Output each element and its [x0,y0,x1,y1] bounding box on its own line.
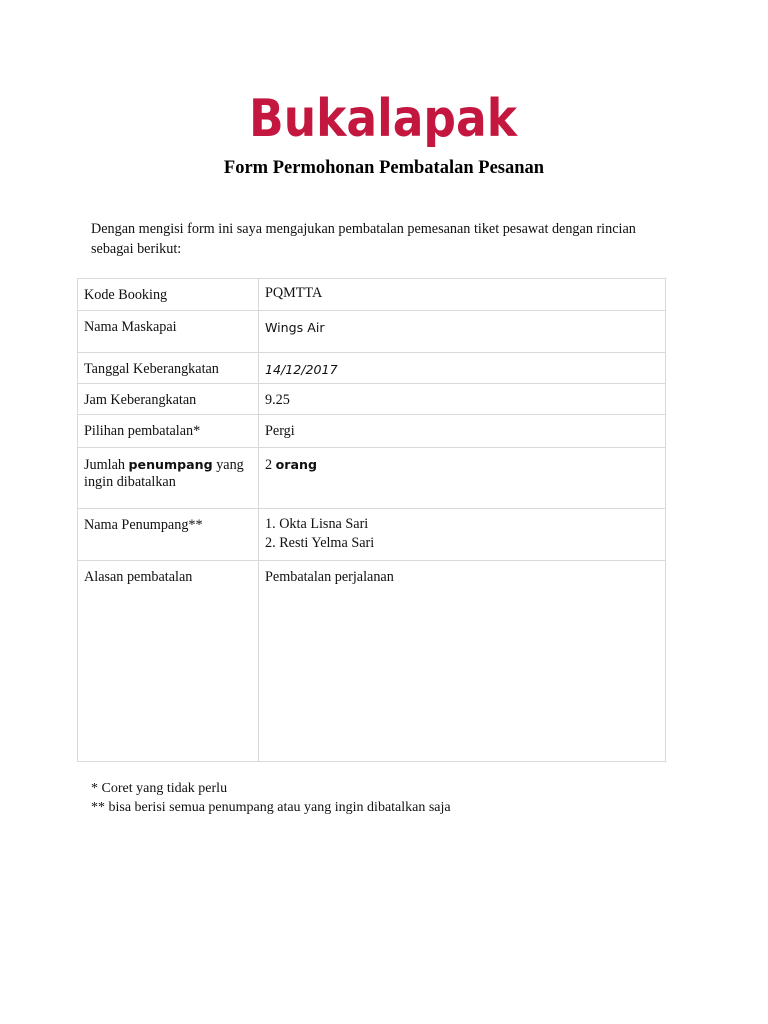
label-jumlah-suffix: yang ingin dibatalkan [84,457,244,490]
table-row [78,415,666,448]
table-row [78,353,666,384]
bukalapak-logo [249,88,519,149]
label-tanggal-keberangkatan: Tanggal Keberangkatan [78,353,259,384]
passenger-1: 1. Okta Lisna Sari [265,516,369,532]
label-nama-penumpang: Nama Penumpang** [78,509,259,561]
footnote-2: ** bisa berisi semua penumpang atau yang ingin dibatalkan saja [91,800,451,815]
footnote-1: * Coret yang tidak perlu [91,781,228,796]
table-row [78,279,666,311]
value-nama-penumpang [259,509,666,561]
value-jumlah-penumpang [259,448,666,509]
label-alasan-pembatalan: Alasan pembatalan [78,561,259,762]
value-nama-maskapai [259,311,666,353]
intro-paragraph: Dengan mengisi form ini saya mengajukan pembatalan pemesanan tiket pesawat dengan rincian sebagai berikut: [91,221,636,257]
page-title: Form Permohonan Pembatalan Pesanan [223,158,545,178]
label-nama-maskapai: Nama Maskapai [78,311,259,353]
label-jumlah-prefix: Jumlah [84,457,129,473]
table-row [78,561,666,762]
value-kode-booking: PQMTTA [259,279,666,311]
value-jumlah-number: 2 [265,457,273,473]
table-row [78,311,666,353]
table-row [78,509,666,561]
value-pilihan-pembatalan: Pergi [259,415,666,448]
value-jumlah-unit: orang [275,457,317,472]
footnotes [91,779,451,817]
value-tanggal-keberangkatan [259,353,666,384]
table-row [78,448,666,509]
svg-text:Bukalapak: Bukalapak [249,89,519,149]
label-jumlah-bold: penumpang [128,457,213,472]
value-nama-maskapai-text: Wings Air [265,320,325,335]
table-row [78,384,666,415]
label-pilihan-pembatalan: Pilihan pembatalan* [78,415,259,448]
value-tanggal-text: 14/12/2017 [265,362,338,377]
value-alasan-pembatalan: Pembatalan perjalanan [259,561,666,762]
passenger-2: 2. Resti Yelma Sari [265,535,375,551]
value-jam-keberangkatan: 9.25 [259,384,666,415]
label-jumlah-penumpang [78,448,259,509]
label-jam-keberangkatan: Jam Keberangkatan [78,384,259,415]
label-kode-booking: Kode Booking [78,279,259,311]
cancellation-form-table [77,278,666,762]
